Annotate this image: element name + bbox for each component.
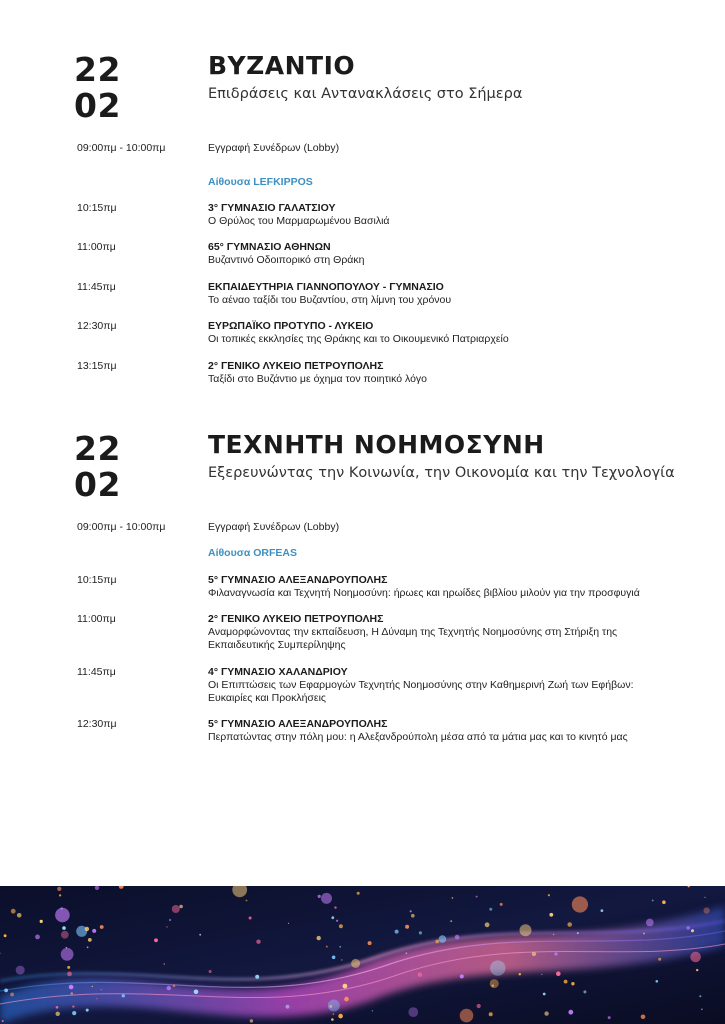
session-time: 11:00πμ xyxy=(77,241,116,253)
bokeh-particle xyxy=(246,900,248,902)
bokeh-particle xyxy=(357,892,360,895)
session-time: 10:15πμ xyxy=(77,574,117,586)
bokeh-particle xyxy=(331,1018,334,1021)
bokeh-particle xyxy=(418,972,423,977)
bokeh-particle xyxy=(17,913,22,918)
bokeh-particle xyxy=(699,995,701,997)
bokeh-particle xyxy=(209,970,212,973)
bokeh-particle xyxy=(656,980,659,983)
bokeh-particle xyxy=(419,931,422,934)
bokeh-particle xyxy=(169,919,171,921)
school-name: 2° ΓΕΝΙΚΟ ΛΥΚΕΙΟ ΠΕΤΡΟΥΠΟΛΗΣ xyxy=(208,613,384,625)
registration-text: Εγγραφή Συνέδρων (Lobby) xyxy=(208,142,340,154)
bokeh-particle xyxy=(255,975,259,979)
bokeh-particle xyxy=(2,1020,4,1022)
bokeh-particle xyxy=(86,1009,89,1012)
bokeh-particle xyxy=(571,982,574,985)
bokeh-particle xyxy=(643,933,645,935)
room-label: Αίθουσα ORFEAS xyxy=(208,547,298,559)
bokeh-particle xyxy=(601,909,604,912)
bokeh-particle xyxy=(490,979,499,988)
bokeh-particle xyxy=(652,900,654,902)
date-day: 22 xyxy=(74,429,121,468)
bokeh-particle xyxy=(35,935,40,940)
bokeh-particle xyxy=(40,920,43,923)
bokeh-particle xyxy=(368,941,372,945)
bokeh-particle xyxy=(317,936,321,940)
bokeh-particle xyxy=(411,914,415,918)
bokeh-particle xyxy=(96,998,97,999)
bokeh-particle xyxy=(336,920,338,922)
bokeh-particle xyxy=(460,1009,474,1023)
bokeh-particle xyxy=(16,966,25,975)
bokeh-particle xyxy=(286,1005,290,1009)
bokeh-particle xyxy=(567,922,572,927)
bokeh-particle xyxy=(691,929,694,932)
registration-time: 09:00πμ - 10:00πμ xyxy=(77,521,166,533)
section-subtitle: Επιδράσεις και Αντανακλάσεις στο Σήμερα xyxy=(208,86,523,102)
session-topic: Βυζαντινό Οδοιπορικό στη Θράκη xyxy=(208,254,365,266)
bokeh-particle xyxy=(701,1008,703,1010)
date-month: 02 xyxy=(74,465,121,504)
school-name: 4° ΓΥΜΝΑΣΙΟ ΧΑΛΑΝΔΡΙΟΥ xyxy=(208,666,348,678)
bokeh-particle xyxy=(164,963,166,965)
bokeh-particle xyxy=(583,990,586,993)
room-label: Αίθουσα LEFKIPPOS xyxy=(208,176,313,188)
bokeh-particle xyxy=(489,1012,493,1016)
bokeh-particle xyxy=(344,997,349,1002)
bokeh-particle xyxy=(122,994,125,997)
bokeh-particle xyxy=(395,930,399,934)
bokeh-particle xyxy=(490,960,505,975)
school-name: ΕΚΠΑΙΔΕΥΤΗΡΙΑ ΓΙΑΝΝΟΠΟΥΛΟΥ - ΓΥΜΝΑΣΙΟ xyxy=(208,281,444,293)
decorative-banner xyxy=(0,886,725,1024)
bokeh-particle xyxy=(55,908,70,923)
bokeh-particle xyxy=(544,1011,548,1015)
bokeh-particle xyxy=(477,1004,481,1008)
bokeh-particle xyxy=(686,926,690,930)
bokeh-particle xyxy=(67,972,72,977)
bokeh-particle xyxy=(532,952,536,956)
bokeh-particle xyxy=(406,953,407,954)
bokeh-particle xyxy=(450,920,452,922)
bokeh-particle xyxy=(452,897,454,899)
bokeh-particle xyxy=(67,966,70,969)
bokeh-particle xyxy=(172,905,180,913)
bokeh-particle xyxy=(341,959,343,961)
bokeh-particle xyxy=(92,929,96,933)
registration-time: 09:00πμ - 10:00πμ xyxy=(77,142,166,154)
session-time: 12:30πμ xyxy=(77,320,117,332)
bokeh-particle xyxy=(56,1006,59,1009)
bokeh-particle xyxy=(564,980,568,984)
bokeh-particle xyxy=(520,924,532,936)
session-topic: Ο Θρύλος του Μαρμαρωμένου Βασιλιά xyxy=(208,215,390,227)
bokeh-particle xyxy=(455,935,460,940)
bokeh-particle xyxy=(489,908,492,911)
session-topic: Ταξίδι στο Βυζάντιο με όχημα τον ποιητικό λόγο xyxy=(208,373,428,385)
bokeh-particle xyxy=(548,894,550,896)
bokeh-particle xyxy=(553,934,555,936)
bokeh-particle xyxy=(435,940,439,944)
bokeh-particle xyxy=(333,1013,334,1014)
school-name: 5° ΓΥΜΝΑΣΙΟ ΑΛΕΞΑΝΔΡΟΥΠΟΛΗΣ xyxy=(208,718,388,730)
bokeh-particle xyxy=(372,1010,373,1011)
bokeh-particle xyxy=(166,926,168,928)
bokeh-particle xyxy=(101,989,102,990)
bokeh-particle xyxy=(92,986,93,987)
bokeh-particle xyxy=(492,985,494,987)
bokeh-particle xyxy=(4,934,7,937)
bokeh-particle xyxy=(56,1012,60,1016)
bokeh-particle xyxy=(4,989,8,993)
bokeh-particle xyxy=(69,985,74,990)
bokeh-particle xyxy=(408,1007,418,1017)
bokeh-particle xyxy=(250,1019,253,1022)
bokeh-particle xyxy=(554,952,557,955)
date-month: 02 xyxy=(74,86,121,125)
school-name: 5° ΓΥΜΝΑΣΙΟ ΑΛΕΞΑΝΔΡΟΥΠΟΛΗΣ xyxy=(208,574,388,586)
bokeh-particle xyxy=(87,946,89,948)
bokeh-particle xyxy=(318,895,321,898)
bokeh-particle xyxy=(662,900,666,904)
bokeh-particle xyxy=(641,1015,646,1020)
session-time: 11:45πμ xyxy=(77,666,116,678)
bokeh-particle xyxy=(321,893,332,904)
bokeh-particle xyxy=(88,938,92,942)
bokeh-particle xyxy=(439,935,447,943)
bokeh-particle xyxy=(476,896,478,898)
bokeh-particle xyxy=(338,1014,343,1019)
bokeh-particle xyxy=(410,910,412,912)
session-time: 11:00πμ xyxy=(77,613,116,625)
bokeh-particle xyxy=(460,974,464,978)
bokeh-particle xyxy=(59,894,61,896)
school-name: ΕΥΡΩΠΑΪΚΟ ΠΡΟΤΥΠΟ - ΛΥΚΕΙΟ xyxy=(208,320,374,332)
bokeh-particle xyxy=(256,940,260,944)
bokeh-particle xyxy=(328,1000,340,1012)
bokeh-particle xyxy=(405,925,409,929)
bokeh-particle xyxy=(339,924,343,928)
bokeh-particle xyxy=(519,973,521,975)
session-topic: Οι Επιπτώσεις των Εφαρμογών Τεχνητής Νοημοσύνης στην Καθημερινή Ζωή των Εφήβων: Ευκαιρίες και Προκλήσεις xyxy=(208,679,634,704)
school-name: 65° ΓΥΜΝΑΣΙΟ ΑΘΗΝΩΝ xyxy=(208,241,331,253)
bokeh-particle xyxy=(11,909,16,914)
bokeh-particle xyxy=(199,934,201,936)
bokeh-particle xyxy=(57,887,61,891)
registration-text: Εγγραφή Συνέδρων (Lobby) xyxy=(208,521,340,533)
bokeh-particle xyxy=(351,959,360,968)
school-name: 2° ΓΕΝΙΚΟ ΛΥΚΕΙΟ ΠΕΤΡΟΥΠΟΛΗΣ xyxy=(208,360,384,372)
bokeh-particle xyxy=(690,952,701,963)
bokeh-particle xyxy=(179,905,183,909)
bokeh-particle xyxy=(549,913,553,917)
bokeh-particle xyxy=(326,946,328,948)
bokeh-particle xyxy=(332,956,336,960)
bokeh-particle xyxy=(167,986,171,990)
session-topic: Φιλαναγνωσία και Τεχνητή Νοημοσύνη: ήρωες και ηρωίδες βιβλίου μιλούν για την προσφυγιά xyxy=(208,587,640,599)
bokeh-particle xyxy=(72,1011,76,1015)
bokeh-particle xyxy=(62,926,66,930)
bokeh-particle xyxy=(485,922,490,927)
bokeh-particle xyxy=(572,896,588,912)
bokeh-particle xyxy=(646,919,654,927)
bokeh-particle xyxy=(704,907,710,913)
bokeh-particle xyxy=(331,916,334,919)
bokeh-particle xyxy=(339,946,341,948)
session-time: 10:15πμ xyxy=(77,202,117,214)
bokeh-particle xyxy=(100,925,104,929)
bokeh-particle xyxy=(61,931,69,939)
bokeh-particle xyxy=(556,971,561,976)
bokeh-particle xyxy=(334,906,336,908)
section-title: ΒΥΖΑΝΤΙΟ xyxy=(208,51,356,80)
session-topic: Οι τοπικές εκκλησίες της Θράκης και το Οικουμενικό Πατριαρχείο xyxy=(208,333,509,345)
session-time: 13:15πμ xyxy=(77,360,117,372)
session-topic: Αναμορφώνοντας την εκπαίδευση, Η Δύναμη της Τεχνητής Νοημοσύνης στη Στήριξη της Εκπαιδευτικής Συμπερίληψης xyxy=(208,626,618,651)
bokeh-particle xyxy=(173,984,176,987)
bokeh-particle xyxy=(704,897,705,898)
bokeh-particle xyxy=(608,1016,611,1019)
section-subtitle: Εξερευνώντας την Κοινωνία, την Οικονομία και την Τεχνολογία xyxy=(208,465,675,481)
bokeh-particle xyxy=(72,1005,74,1007)
section-date xyxy=(74,52,134,124)
bokeh-particle xyxy=(543,993,546,996)
bokeh-particle xyxy=(577,932,579,934)
bokeh-particle xyxy=(568,1010,573,1015)
session-topic: Το αέναο ταξίδι του Βυζαντίου, στη λίμνη του χρόνου xyxy=(208,294,452,306)
bokeh-particle xyxy=(541,974,542,975)
section-title: ΤΕΧΝΗΤΗ ΝΟΗΜΟΣΥΝΗ xyxy=(208,430,545,459)
bokeh-particle xyxy=(61,948,74,961)
bokeh-particle xyxy=(85,927,89,931)
date-day: 22 xyxy=(74,50,121,89)
particle-wave-image xyxy=(0,886,725,1024)
bokeh-particle xyxy=(658,958,661,961)
session-time: 12:30πμ xyxy=(77,718,117,730)
bokeh-particle xyxy=(71,992,74,995)
bokeh-particle xyxy=(500,903,503,906)
session-time: 11:45πμ xyxy=(77,281,116,293)
session-topic: Περπατώντας στην πόλη μου: η Αλεξανδρούπολη μέσα από τα μάτια μας και το κινητό μας xyxy=(208,731,628,743)
bokeh-particle xyxy=(154,938,158,942)
bokeh-particle xyxy=(343,984,348,989)
bokeh-particle xyxy=(10,993,14,997)
section-date xyxy=(74,431,134,503)
bokeh-particle xyxy=(696,969,698,971)
school-name: 3° ΓΥΜΝΑΣΙΟ ΓΑΛΑΤΣΙΟΥ xyxy=(208,202,336,214)
bokeh-particle xyxy=(288,923,289,924)
bokeh-particle xyxy=(194,990,199,995)
bokeh-particle xyxy=(249,917,252,920)
